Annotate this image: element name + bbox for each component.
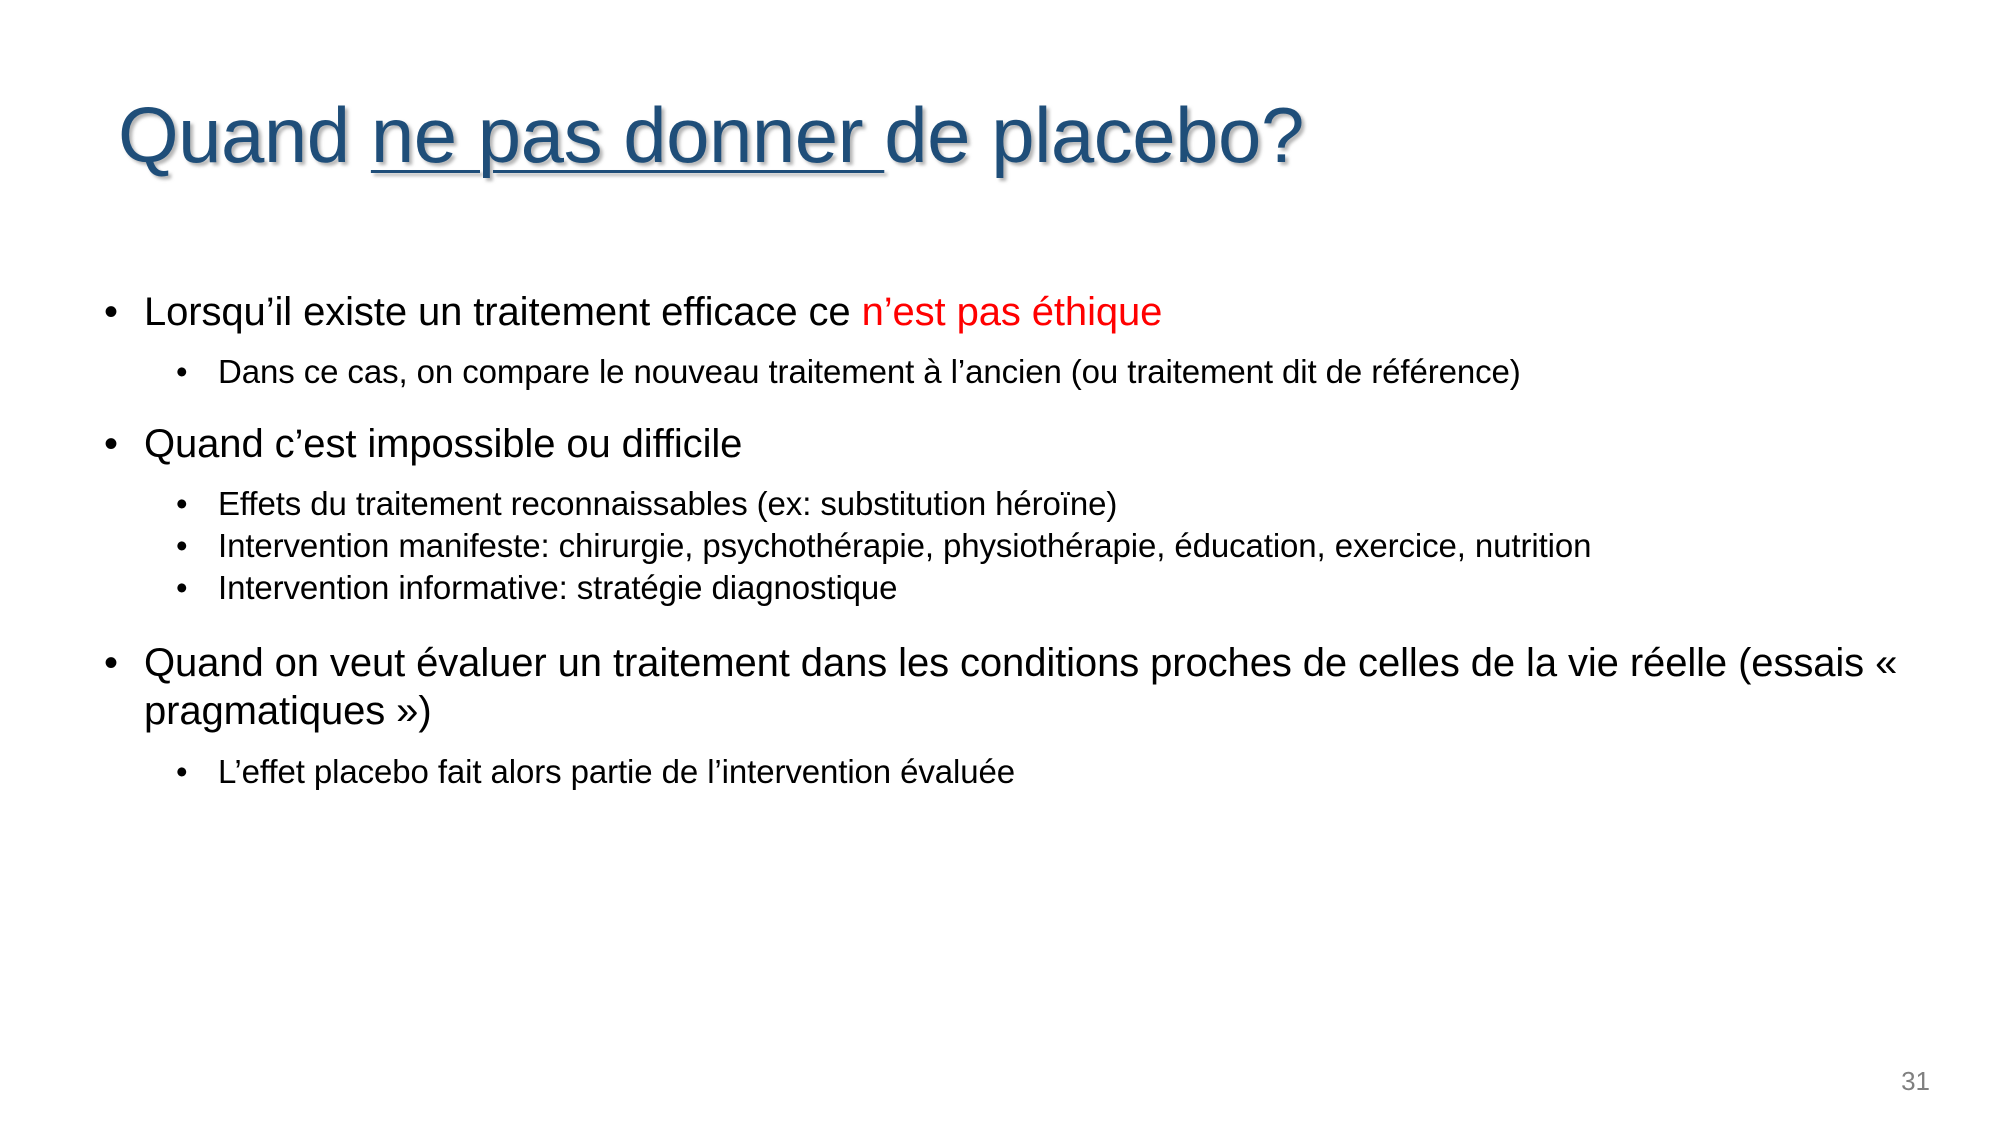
bullet-marker-icon: • [176, 752, 188, 790]
list-item-label: Intervention manifeste: chirurgie, psychothérapie, physiothérapie, éducation, exercice, nutrition [218, 526, 1592, 564]
page-title [118, 91, 1878, 179]
list-item-label: Lorsqu’il existe un traitement efficace ce [144, 290, 862, 334]
list-item [160, 484, 1926, 525]
list-item-label: Quand on veut évaluer un traitement dans les conditions proches de celles de la vie réelle (essais « pragmatiques ») [144, 641, 1898, 734]
bullet-marker-icon: • [176, 485, 188, 523]
list-item [160, 352, 1926, 393]
sub-list-container [160, 352, 1926, 393]
spacer [96, 738, 1926, 752]
list-item-label: Quand c’est impossible ou difficile [144, 421, 743, 466]
list-item-label: Effets du traitement reconnaissables (ex: substitution héroïne) [218, 485, 1118, 523]
list-item-label: Intervention informative: stratégie diagnostique [218, 568, 898, 606]
bullet-marker-icon: • [104, 290, 118, 334]
list-item-label: Dans ce cas, on compare le nouveau traitement à l’ancien (ou traitement dit de référence) [218, 353, 1521, 391]
list-item [160, 526, 1926, 567]
spacer [96, 470, 1926, 484]
bullet-list-level-2 [160, 352, 1926, 393]
title-part-underlined: ne pas donner [370, 91, 885, 179]
bullet-marker-icon: • [104, 641, 118, 686]
list-item [96, 639, 1926, 736]
slide-body [96, 288, 1926, 793]
bullet-list-level-2 [160, 484, 1926, 608]
sub-list-container [160, 752, 1926, 793]
bullet-marker-icon: • [176, 568, 188, 606]
title-part-plain-lead: Quand [118, 91, 371, 179]
list-item-label-accent: n’est pas éthique [861, 290, 1163, 334]
sub-list-container [160, 484, 1926, 608]
spacer [96, 338, 1926, 352]
list-item-label: L’effet placebo fait alors partie de l’intervention évaluée [218, 752, 1016, 790]
title-part-plain-trail: de placebo? [884, 91, 1304, 179]
bullet-marker-icon: • [176, 353, 188, 391]
list-item [160, 752, 1926, 793]
list-item [160, 568, 1926, 609]
bullet-marker-icon: • [176, 526, 188, 564]
page-number: 31 [1901, 1066, 1930, 1096]
bullet-list-level-1 [96, 288, 1926, 792]
bullet-marker-icon: • [104, 421, 118, 466]
list-item [96, 288, 1926, 336]
bullet-list-level-2 [160, 752, 1926, 793]
list-item [96, 420, 1926, 468]
spacer [96, 609, 1926, 639]
spacer [96, 394, 1926, 420]
